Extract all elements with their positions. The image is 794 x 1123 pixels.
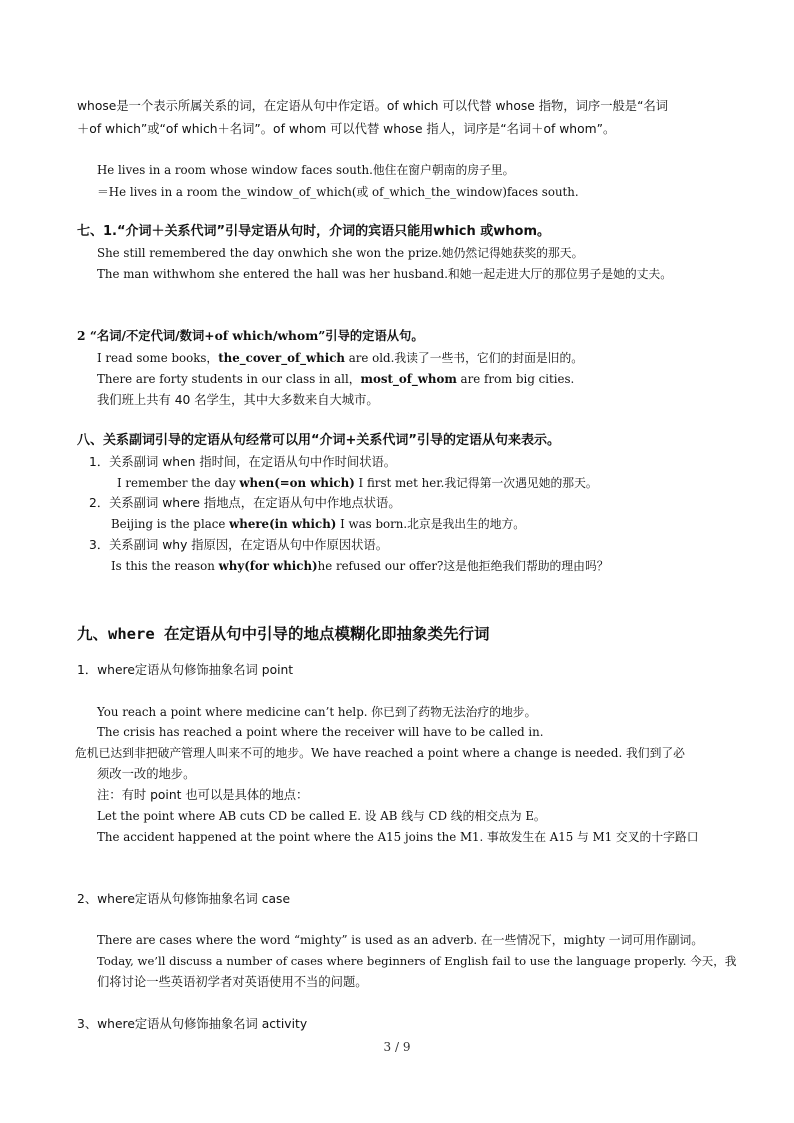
example-line: The accident happened at the point where the A15 joins the M1. 事故发生在 A15 与 M1 交叉的十字路口 xyxy=(97,830,699,844)
example-line: 我们班上共有 40 名学生，其中大多数来自大城市。 xyxy=(97,393,379,407)
list-item: 3．关系副词 why 指原因，在定语从句中作原因状语。 xyxy=(89,538,389,552)
note-line: 注：有时 point 也可以是具体的地点： xyxy=(97,788,309,802)
example-line: He lives in a room whose window faces south.他住在窗户朝南的房子里。 xyxy=(97,163,515,177)
example-line: There are cases where the word “mighty” is used as an adverb. 在一些情况下，mighty 一词可用作副词。 xyxy=(97,933,704,947)
example-line: I read some books，the_cover_of_which are old.我读了一些书，它们的封面是旧的。 xyxy=(97,351,584,365)
example-line: The man withwhom she entered the hall was her husband.和她一起走进大厅的那位男子是她的丈夫。 xyxy=(97,267,673,281)
example-line: 危机已达到非把破产管理人叫来不可的地步。We have reached a point where a change is needed. 我们到了必 xyxy=(75,746,685,760)
example-line: 们将讨论一些英语初学者对英语使用不当的问题。 xyxy=(97,975,368,989)
list-item: 1．关系副词 when 指时间，在定语从句中作时间状语。 xyxy=(89,455,397,469)
para-line: ＋of which”或“of which＋名词”。of whom 可以代替 whose 指人，词序是“名词＋of whom”。 xyxy=(77,122,616,136)
example-line: Beijing is the place where(in which) I was born.北京是我出生的地方。 xyxy=(111,517,526,531)
para-line: whose是一个表示所属关系的词，在定语从句中作定语。of which 可以代替 whose 指物，词序一般是“名词 xyxy=(77,99,669,113)
example-line: Let the point where AB cuts CD be called E. 设 AB 线与 CD 线的相交点为 E。 xyxy=(97,809,546,823)
topic-line: 3、where定语从句修饰抽象名词 activity xyxy=(77,1017,308,1031)
example-line: Today, we’ll discuss a number of cases where beginners of English fail to use the language properly. 今天，我 xyxy=(97,954,737,968)
page-number: 3 / 9 xyxy=(383,1040,411,1054)
example-line: I remember the day when(=on which) I first met her.我记得第一次遇见她的那天。 xyxy=(117,476,598,490)
topic-line: 1．where定语从句修饰抽象名词 point xyxy=(77,663,294,677)
example-line: There are forty students in our class in all，most_of_whom are from big cities. xyxy=(97,372,575,386)
list-item: 2．关系副词 where 指地点，在定语从句中作地点状语。 xyxy=(89,496,401,510)
section-heading-7: 七、1.“介词＋关系代词”引导定语从句时，介词的宾语只能用which 或whom。 xyxy=(77,224,551,239)
example-line: She still remembered the day onwhich she won the prize.她仍然记得她获奖的那天。 xyxy=(97,246,584,260)
subsection-heading: 2 “名词/不定代词/数词+of which/whom”引导的定语从句。 xyxy=(77,328,424,343)
example-line: The crisis has reached a point where the receiver will have to be called in. xyxy=(97,725,544,739)
example-line: 须改一改的地步。 xyxy=(97,767,196,781)
example-line: Is this the reason why(for which)he refused our offer?这是他拒绝我们帮助的理由吗？ xyxy=(111,559,609,573)
example-line: You reach a point where medicine can’t help. 你已到了药物无法治疗的地步。 xyxy=(97,705,537,719)
example-line: ＝He lives in a room the_window_of_which(或 of_which_the_window)faces south. xyxy=(97,185,579,199)
topic-line: 2、where定语从句修饰抽象名词 case xyxy=(77,892,291,906)
section-heading-8: 八、关系副词引导的定语从句经常可以用“介词+关系代词”引导的定语从句来表示。 xyxy=(77,433,560,448)
section-heading-9: 九、where 在定语从句中引导的地点模糊化即抽象类先行词 xyxy=(77,625,490,643)
